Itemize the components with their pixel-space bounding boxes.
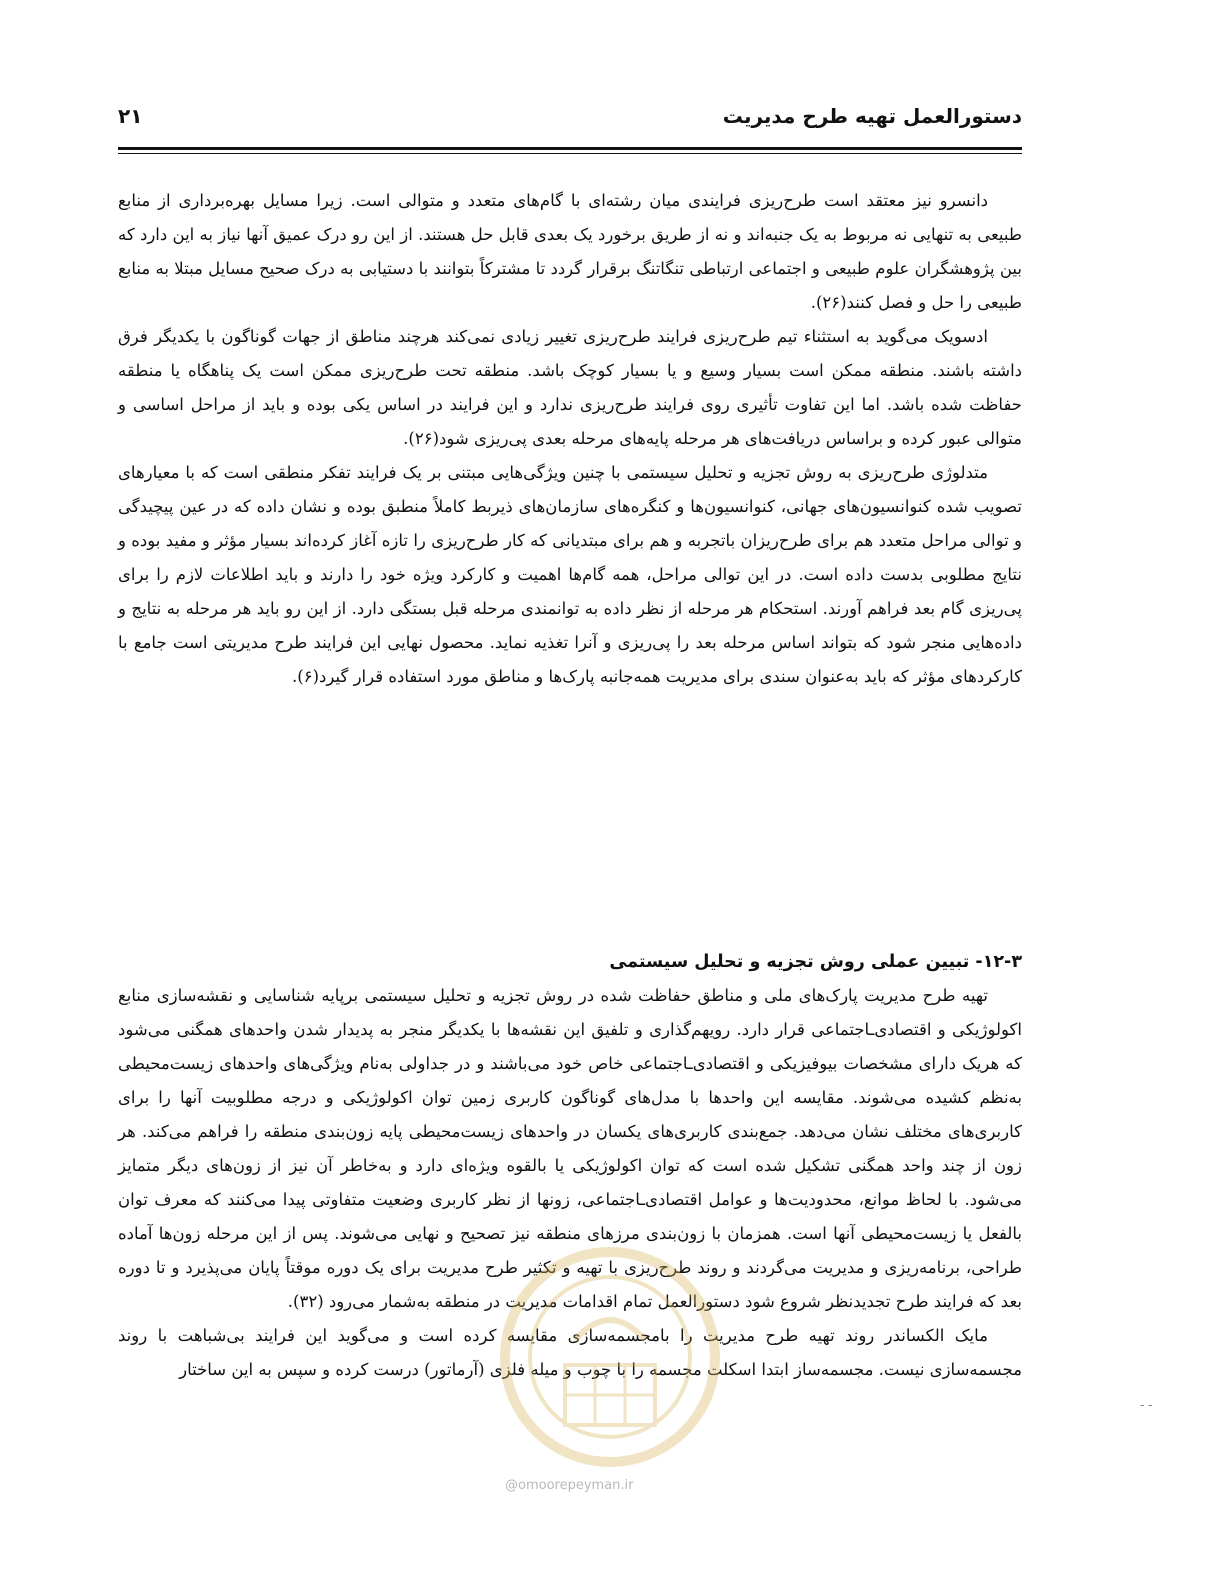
paragraph-zoning: تهیه طرح مدیریت پارک‌های ملی و مناطق حفاظت شده در روش تجزیه و تحلیل سیستمی برپایه شناسایی و نقشه‌سازی منابع اکولوژیکی و اقتصادی‌ـاجتماعی قرار دارد. رویهم‌گذاری و تلفیق این نقشه‌ها با یکدیگر منجر به پدیدار شدن واحدهای همگنی می‌شود که هریک دارای مشخصات بیوفیزیکی و اقتصادی‌ـاجتماعی خاص خود می‌باشند و در جداولی به‌نام ویژگی‌های واحدهای زیست‌محیطی به‌نظم کشیده می‌شوند. مقایسه این واحدها با مدل‌های گوناگون کاربری زمین توان اکولوژیکی و درجه مطلوبیت آنها را برای کاربری‌های مختلف نشان می‌دهد. جمع‌بندی کاربری‌های یکسان در واحدهای زیست‌محیطی پایه زون‌بندی منطقه را فراهم می‌کند. هر زون از چند واحد همگنی تشکیل شده است که توان اکولوژیکی یا بالقوه ویژه‌ای دارد و به‌خاطر آن نیز از زون‌های دیگر متمایز می‌شود. با لحاظ موانع، محدودیت‌ها و عوامل اقتصادی‌ـاجتماعی، زونها از نظر کاربری وضعیت متفاوتی پیدا می‌کنند که معرف توان بالفعل یا زیست‌محیطی آنها است. همزمان با زون‌بندی مرزهای منطقه نیز تصحیح و نهایی می‌شوند. پس از این مرحله زون‌ها آماده طراحی، برنامه‌ریزی و مدیریت می‌گردند و روند طرح‌ریزی با تهیه و تکثیر طرح مدیریت برای یک دوره موقتاً پایان می‌پذیرد و تا دوره بعد که فرایند طرح تجدیدنظر شروع شود دستورالعمل تمام اقدامات مدیریت در منطقه به‌شمار می‌رود (۳۲).: [118, 986, 1022, 1311]
header-rule-thick: [118, 147, 1022, 150]
paragraph-edsvik: ادسویک می‌گوید به استثناء تیم طرح‌ریزی فرایند طرح‌ریزی تغییر زیادی نمی‌کند هرچند مناطق از جهات گوناگون با یکدیگر فرق داشته باشند. منطقه ممکن است بسیار وسیع و یا بسیار کوچک باشد. منطقه تحت طرح‌ریزی ممکن است یک پناهگاه یا منطقه حفاظت شده باشد. اما این تفاوت تأثیری روی فرایند طرح‌ریزی ندارد و این فرایند در اساس یکی بوده و باید از مراحل اساسی و متوالی عبور کرده و براساس دریافت‌های هر مرحله پایه‌های مرحله بعدی پی‌ریزی شود(۲۶).: [118, 327, 1022, 448]
paragraph-alexander: مایک الکساندر روند تهیه طرح مدیریت را بامجسمه‌سازی مقایسه کرده است و می‌گوید این فرایند بی‌شباهت با روند مجسمه‌سازی نیست. مجسمه‌ساز ابتدا اسکلت مجسمه را با چوب و میله فلزی (آرماتور) درست کرده و سپس به این ساختار: [118, 1326, 1022, 1379]
logo-watermark-icon: [495, 1245, 725, 1470]
intro-text: [118, 184, 1022, 694]
watermark-text: @omoorepeyman.ir: [505, 1478, 634, 1493]
header-rule-thin: [118, 153, 1022, 154]
paragraph-methodology: متدلوژی طرح‌ریزی به روش تجزیه و تحلیل سیستمی با چنین ویژگی‌هایی مبتنی بر یک فرایند تفکر منطقی است که با معیارهای تصویب شده کنوانسیون‌های جهانی، کنوانسیون‌ها و کنگره‌های سازمان‌های ذیربط کاملاً منطبق بوده و نشان داده که در عین پیچیدگی و توالی مراحل متعدد هم برای طرح‌ریزان باتجربه و هم برای مبتدیانی که کار طرح‌ریزی را تازه آغاز کرده‌اند بسیار مؤثر و مفید بوده و نتایج مطلوبی بدست داده است. در این توالی مراحل، همه گام‌ها اهمیت و کارکرد ویژه خود را دارند و باید اطلاعات لازم را برای پی‌ریزی گام بعد فراهم آورند. استحکام هر مرحله از نظر داده به توانمندی مرحله قبل بستگی دارد. از این رو باید هر مرحله به نتایج و داده‌هایی منجر شود که بتواند اساس مرحله بعد را پی‌ریزی و آنرا تغذیه نماید. محصول نهایی این فرایند طرح مدیریتی است جامع با کارکردهای مؤثر که باید به‌عنوان سندی برای مدیریت همه‌جانبه پارک‌ها و مناطق مورد استفاده قرار گیرد(۶).: [118, 463, 1022, 686]
page-number: ۲۱: [118, 104, 143, 128]
running-header: [118, 98, 1022, 138]
header-title: دستورالعمل تهیه طرح مدیریت: [722, 104, 1022, 128]
paragraph-dansero: دانسرو نیز معتقد است طرح‌ریزی فرایندی میان رشته‌ای با گام‌های متعدد و متوالی است. زیرا مسایل بهره‌برداری از منابع طبیعی به تنهایی نه مربوط به یک جنبه‌اند و نه از طریق برخورد یک بعدی قابل حل هستند. از این رو درک عمیق آنها نیاز به این دارد که بین پژوهشگران علوم طبیعی و اجتماعی ارتباطی تنگاتنگ برقرار گردد تا مشترکاً بتوانند با دستیابی به درک صحیح مسایل مبتلا به منابع طبیعی را حل و فصل کنند(۲۶).: [118, 191, 1022, 312]
margin-marks: ‐ ‐: [1140, 1398, 1153, 1412]
section-heading: ۱۲-۳- تبیین عملی روش تجزیه و تحلیل سیستمی: [609, 952, 1022, 972]
